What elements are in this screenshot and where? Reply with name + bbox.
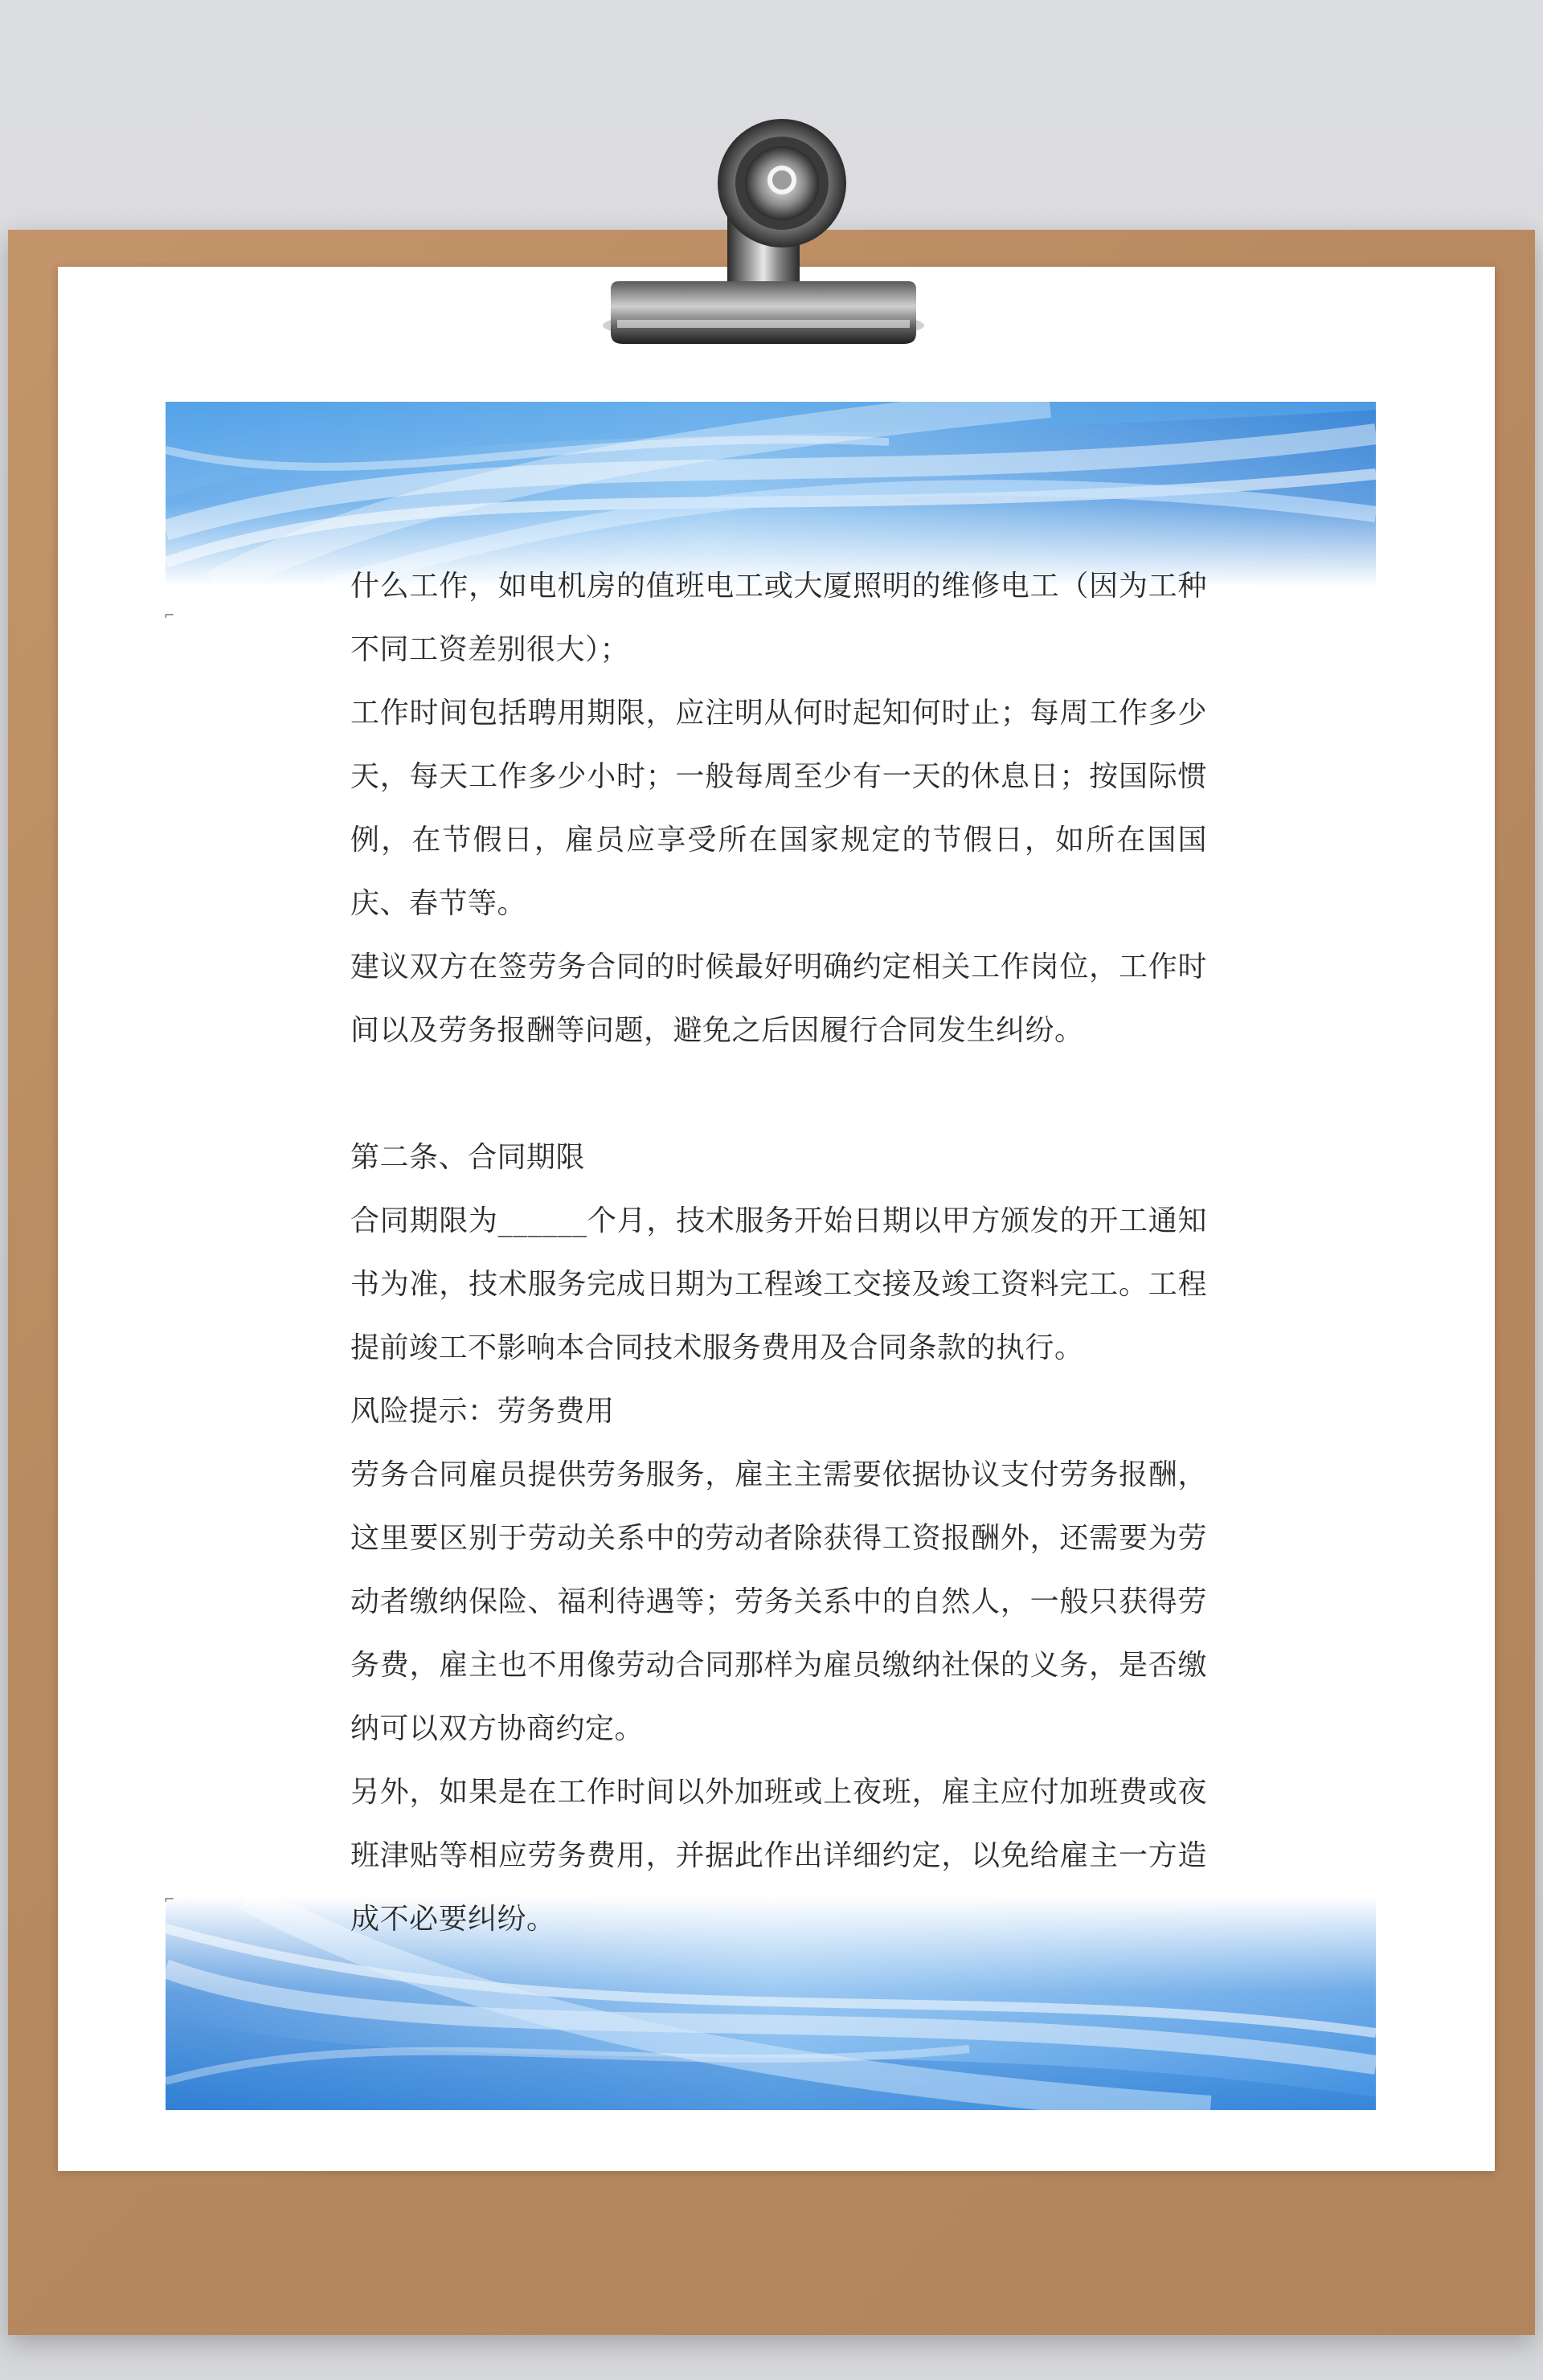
paragraph: 什么工作，如电机房的值班电工或大厦照明的维修电工（因为工种不同工资差别很大）； — [350, 570, 1207, 666]
document-body — [350, 554, 1207, 1951]
section-heading: 第二条、合同期限 — [350, 1141, 586, 1174]
paragraph: 合同期限为______个月，技术服务开始日期以甲方颁发的开工通知书为准，技术服务完成日期为工程竣工交接及竣工资料完工。工程提前竣工不影响本合同技术服务费用及合同条款的执行。 — [350, 1204, 1207, 1364]
binder-clip-icon — [579, 48, 948, 354]
paragraph: 另外，如果是在工作时间以外加班或上夜班，雇主应付加班费或夜班津贴等相应劳务费用，并据此作出详细约定，以免给雇主一方造成不必要纠纷。 — [350, 1776, 1207, 1936]
paragraph: 建议双方在签劳务合同的时候最好明确约定相关工作岗位，工作时间以及劳务报酬等问题，避免之后因履行合同发生纠纷。 — [350, 951, 1207, 1047]
margin-mark: ⌐ — [164, 607, 175, 623]
risk-heading: 风险提示：劳务费用 — [350, 1395, 615, 1428]
margin-mark: ⌐ — [164, 1891, 175, 1907]
paragraph-gap — [350, 1062, 1207, 1126]
paragraph: 工作时间包括聘用期限，应注明从何时起知何时止；每周工作多少天，每天工作多少小时；一般每周至少有一天的休息日；按国际惯例，在节假日，雇员应享受所在国家规定的节假日，如所在国国庆、春节等。 — [350, 697, 1207, 920]
paragraph: 劳务合同雇员提供劳务服务，雇主主需要依据协议支付劳务报酬，这里要区别于劳动关系中的劳动者除获得工资报酬外，还需要为劳动者缴纳保险、福利待遇等；劳务关系中的自然人，一般只获得劳务费，雇主也不用像劳动合同那样为雇员缴纳社保的义务，是否缴纳可以双方协商约定。 — [350, 1458, 1207, 1745]
